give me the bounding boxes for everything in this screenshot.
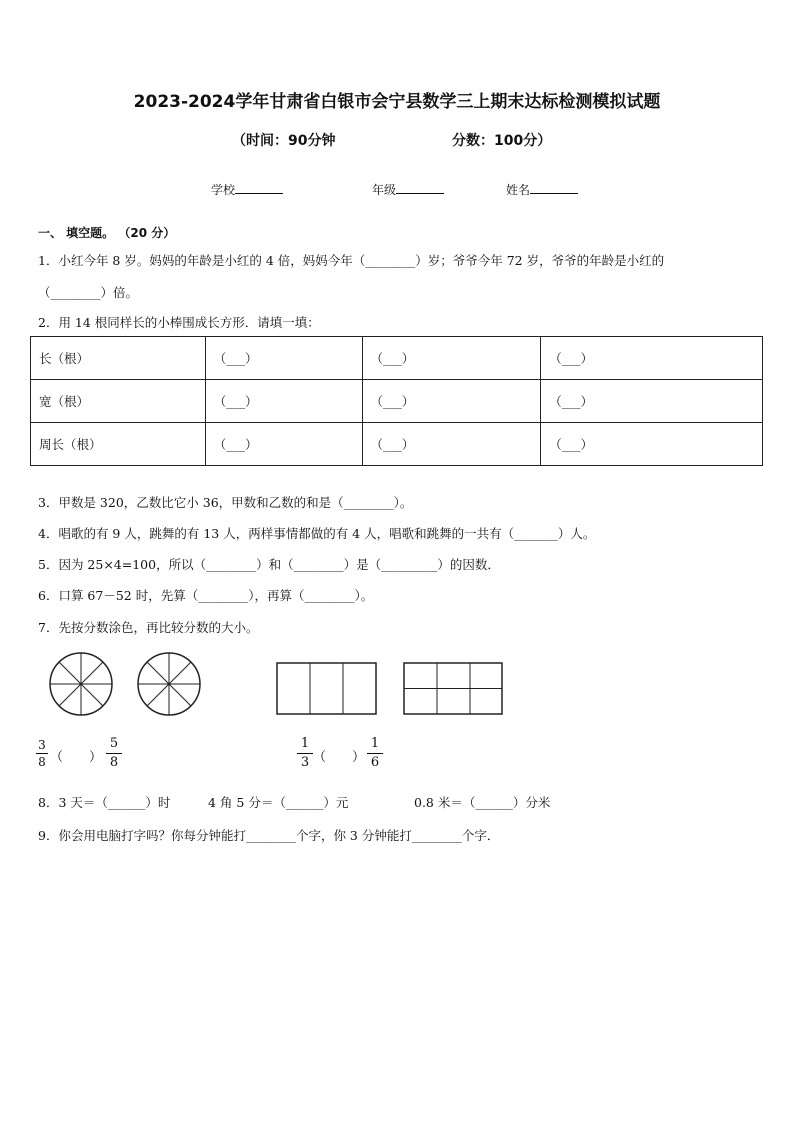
denominator: 6 (370, 755, 380, 770)
compare-blank-right[interactable]: （ ） (313, 750, 366, 765)
denominator: 8 (109, 755, 119, 770)
circle-eighths-1[interactable] (50, 653, 112, 715)
question-9: 9．你会用电脑打字吗？你每分钟能打________个字，你 3 分钟能打________个字． (38, 828, 500, 843)
fraction-bar (36, 753, 48, 754)
question-8c: 0.8 米＝（______）分米 (414, 795, 551, 810)
grade-field (372, 181, 444, 198)
numerator: 5 (109, 736, 119, 751)
grade-blank[interactable] (396, 181, 444, 194)
row-label: 周长（根） (31, 423, 206, 466)
table-cell[interactable]: （___） (362, 380, 541, 423)
school-label: 学校 (211, 183, 236, 197)
table-cell[interactable]: （___） (205, 337, 362, 380)
question-1a: 1．小红今年 8 岁。妈妈的年龄是小红的 4 倍，妈妈今年（________）岁；爷爷今年 72 岁，爷爷的年龄是小红的 (38, 253, 665, 268)
question-7: 7．先按分数涂色，再比较分数的大小。 (38, 620, 259, 635)
table-cell[interactable]: （___） (541, 380, 763, 423)
compare-blank-left[interactable]: （ ） (50, 750, 103, 765)
table-row (31, 380, 763, 423)
denominator: 3 (300, 755, 310, 770)
page-title: 2023-2024学年甘肃省白银市会宁县数学三上期末达标检测模拟试题 (133, 92, 661, 112)
fraction-1-3 (297, 736, 313, 771)
fraction-bar (367, 753, 383, 754)
table-row (31, 337, 763, 380)
grade-label: 年级 (372, 183, 397, 197)
row-label: 长（根） (31, 337, 206, 380)
question-4: 4．唱歌的有 9 人，跳舞的有 13 人，两样事情都做的有 4 人，唱歌和跳舞的一共有（_______）人。 (38, 526, 596, 541)
question-6: 6．口算 67－52 时，先算（________），再算（________）。 (38, 588, 374, 603)
school-field (211, 181, 283, 198)
table-cell[interactable]: （___） (541, 337, 763, 380)
table-cell[interactable]: （___） (541, 423, 763, 466)
question-1b: （________）倍。 (38, 285, 139, 300)
numerator: 1 (300, 736, 310, 751)
question-3: 3．甲数是 320，乙数比它小 36，甲数和乙数的和是（________）。 (38, 495, 413, 510)
table-row (31, 423, 763, 466)
fraction-1-6 (367, 736, 383, 771)
circle-eighths-2[interactable] (138, 653, 200, 715)
numerator: 3 (38, 738, 46, 752)
school-blank[interactable] (235, 181, 283, 194)
question-5: 5．因为 25×4=100，所以（________）和（________）是（_________）的因数． (38, 557, 500, 572)
row-label: 宽（根） (31, 380, 206, 423)
question-2: 2．用 14 根同样长的小棒围成长方形．请填一填： (38, 315, 320, 330)
fraction-bar (106, 753, 122, 754)
table-cell[interactable]: （___） (362, 423, 541, 466)
name-field (506, 181, 578, 198)
question-8b: 4 角 5 分＝（______）元 (208, 795, 349, 810)
section-title: 一、 填空题。 （20 分） (38, 226, 176, 240)
rectangle-table (30, 336, 763, 466)
rect-sixths[interactable] (404, 663, 502, 714)
table-cell[interactable]: （___） (205, 380, 362, 423)
denominator: 8 (38, 755, 46, 769)
fraction-3-8 (36, 738, 48, 769)
fraction-5-8 (106, 736, 122, 771)
table-cell[interactable]: （___） (362, 337, 541, 380)
fraction-figures (48, 650, 508, 720)
numerator: 1 (370, 736, 380, 751)
fraction-bar (297, 753, 313, 754)
name-blank[interactable] (530, 181, 578, 194)
rect-thirds[interactable] (277, 663, 376, 714)
exam-time: （时间：90分钟 (232, 133, 336, 149)
table-cell[interactable]: （___） (205, 423, 362, 466)
name-label: 姓名 (506, 183, 531, 197)
question-8a: 8．3 天＝（______）时 (38, 795, 171, 810)
exam-score: 分数：100分） (452, 133, 552, 149)
